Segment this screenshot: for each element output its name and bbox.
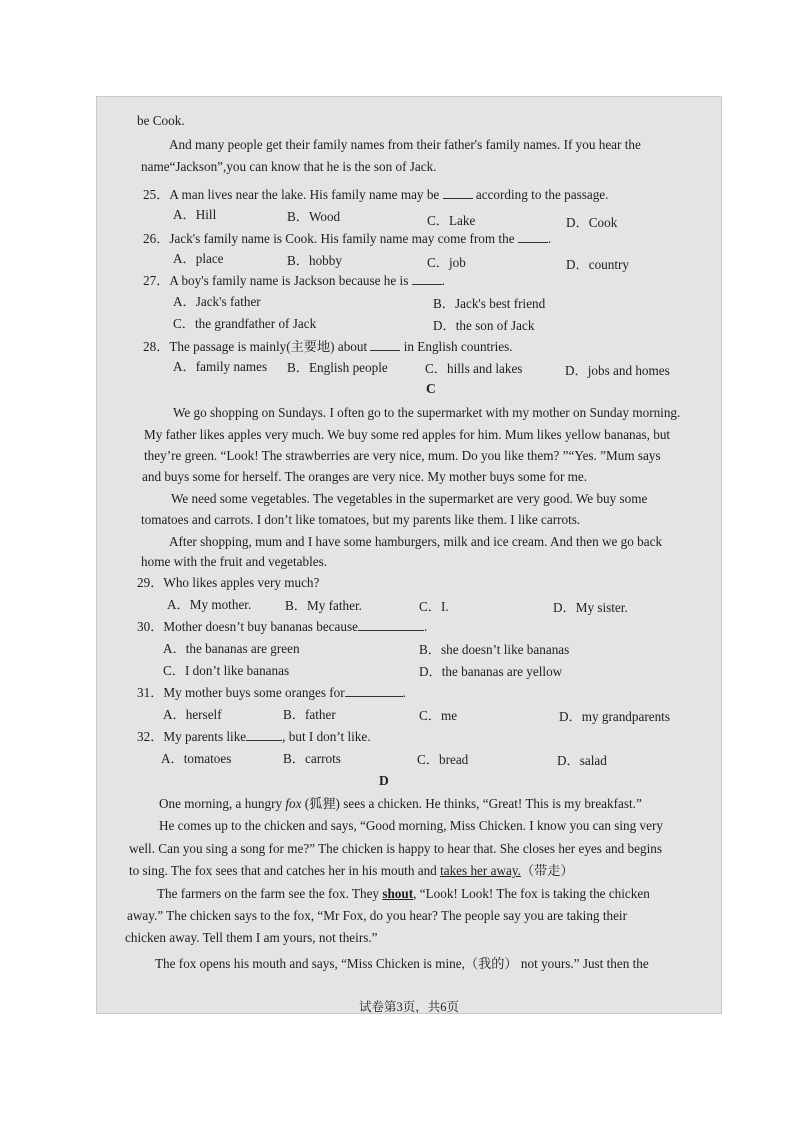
question-26: 26．Jack's family name is Cook. His family name may come from the .: [143, 231, 552, 246]
passage-c-line: My father likes apples very much. We buy some red apples for him. Mum likes yellow bananas, but: [144, 427, 671, 442]
option-c[interactable]: C．hills and lakes: [425, 361, 523, 376]
option-d[interactable]: D．jobs and homes: [565, 363, 670, 378]
answer-blank[interactable]: [246, 729, 282, 741]
option-c[interactable]: C．the grandfather of Jack: [173, 316, 317, 331]
question-32: 32．My parents like , but I don’t like.: [137, 729, 371, 744]
section-heading-c: C: [426, 381, 436, 396]
answer-blank[interactable]: [345, 685, 403, 697]
passage-c-line: home with the fruit and vegetables.: [141, 554, 328, 569]
option-b[interactable]: B．she doesn’t like bananas: [419, 642, 570, 657]
option-a[interactable]: A．Jack's father: [173, 294, 261, 309]
passage-d-line: The fox opens his mouth and says, “Miss Chicken is mine,（我的） not yours.” Just then the: [155, 956, 649, 971]
passage-d-line: One morning, a hungry fox (狐狸) sees a chicken. He thinks, “Great! This is my breakfast.”: [159, 796, 642, 811]
passage-c-line: tomatoes and carrots. I don’t like tomatoes, but my parents like them. I like carrots.: [141, 512, 581, 527]
option-b[interactable]: B．Jack's best friend: [433, 296, 546, 311]
option-c[interactable]: C．bread: [417, 752, 469, 767]
option-a[interactable]: A．herself: [163, 707, 222, 722]
question-29: 29．Who likes apples very much?: [137, 575, 320, 590]
exam-page: [96, 96, 722, 1014]
option-a[interactable]: A．family names: [173, 359, 268, 374]
question-25: 25．A man lives near the lake. His family name may be according to the passage.: [143, 187, 609, 202]
question-28: 28．The passage is mainly(主要地) about in English countries.: [143, 339, 513, 354]
option-b[interactable]: B．English people: [287, 360, 388, 375]
section-heading-d: D: [379, 773, 389, 788]
page-footer: 试卷第3页，共6页: [358, 1000, 459, 1014]
option-b[interactable]: B．My father.: [285, 598, 362, 613]
passage-d-line: The farmers on the farm see the fox. They shout, “Look! Look! The fox is taking the chicken: [157, 886, 650, 901]
passage-d-line: to sing. The fox sees that and catches her in his mouth and takes her away.（带走）: [129, 863, 574, 878]
passage-d-line: He comes up to the chicken and says, “Good morning, Miss Chicken. I know you can sing very: [159, 818, 663, 833]
answer-blank[interactable]: [412, 273, 442, 285]
option-c[interactable]: C．I don’t like bananas: [163, 663, 290, 678]
answer-blank[interactable]: [518, 231, 548, 243]
option-c[interactable]: C．I.: [419, 599, 449, 614]
passage-d-line: well. Can you sing a song for me?” The chicken is happy to hear that. She closes her eyes and begins: [129, 841, 662, 856]
question-30: 30．Mother doesn’t buy bananas because .: [137, 619, 428, 634]
passage-b-line: name“Jackson”,you can know that he is the son of Jack.: [141, 159, 437, 174]
passage-c-line: We need some vegetables. The vegetables in the supermarket are very good. We buy some: [171, 491, 648, 506]
option-b[interactable]: B．Wood: [287, 209, 341, 224]
option-a[interactable]: A．place: [173, 251, 224, 266]
option-a[interactable]: A．the bananas are green: [163, 641, 300, 656]
option-d[interactable]: D．salad: [557, 753, 607, 768]
option-d[interactable]: D．Cook: [566, 215, 618, 230]
option-b[interactable]: B．hobby: [287, 253, 342, 268]
option-a[interactable]: A．tomatoes: [161, 751, 232, 766]
option-d[interactable]: D．the son of Jack: [433, 318, 535, 333]
option-c[interactable]: C．job: [427, 255, 466, 270]
option-d[interactable]: D．My sister.: [553, 600, 628, 615]
question-31: 31．My mother buys some oranges for .: [137, 685, 406, 700]
option-c[interactable]: C．Lake: [427, 213, 476, 228]
passage-c-line: and buys some for herself. The oranges are very nice. My mother buys some for me.: [142, 469, 588, 484]
passage-d-line: away.” The chicken says to the fox, “Mr Fox, do you hear? The people say you are taking their: [127, 908, 627, 923]
option-b[interactable]: B．father: [283, 707, 336, 722]
passage-b-line: be Cook.: [137, 113, 185, 128]
answer-blank[interactable]: [358, 619, 424, 631]
answer-blank[interactable]: [443, 187, 473, 199]
passage-d-line: chicken away. Tell them I am yours, not theirs.”: [125, 930, 378, 945]
option-a[interactable]: A．Hill: [173, 207, 217, 222]
option-d[interactable]: D．country: [566, 257, 630, 272]
answer-blank[interactable]: [370, 339, 400, 351]
option-b[interactable]: B．carrots: [283, 751, 341, 766]
option-d[interactable]: D．my grandparents: [559, 709, 670, 724]
option-a[interactable]: A．My mother.: [167, 597, 252, 612]
passage-c-line: We go shopping on Sundays. I often go to the supermarket with my mother on Sunday morning.: [173, 405, 681, 420]
passage-c-line: After shopping, mum and I have some hamburgers, milk and ice cream. And then we go back: [169, 534, 663, 549]
question-27: 27．A boy's family name is Jackson because he is .: [143, 273, 445, 288]
passage-b-line: And many people get their family names from their father's family names. If you hear the: [169, 137, 641, 152]
option-c[interactable]: C．me: [419, 708, 458, 723]
passage-c-line: they’re green. “Look! The strawberries are very nice, mum. Do you like them? ”“Yes. ”Mum says: [144, 448, 661, 463]
option-d[interactable]: D．the bananas are yellow: [419, 664, 563, 679]
